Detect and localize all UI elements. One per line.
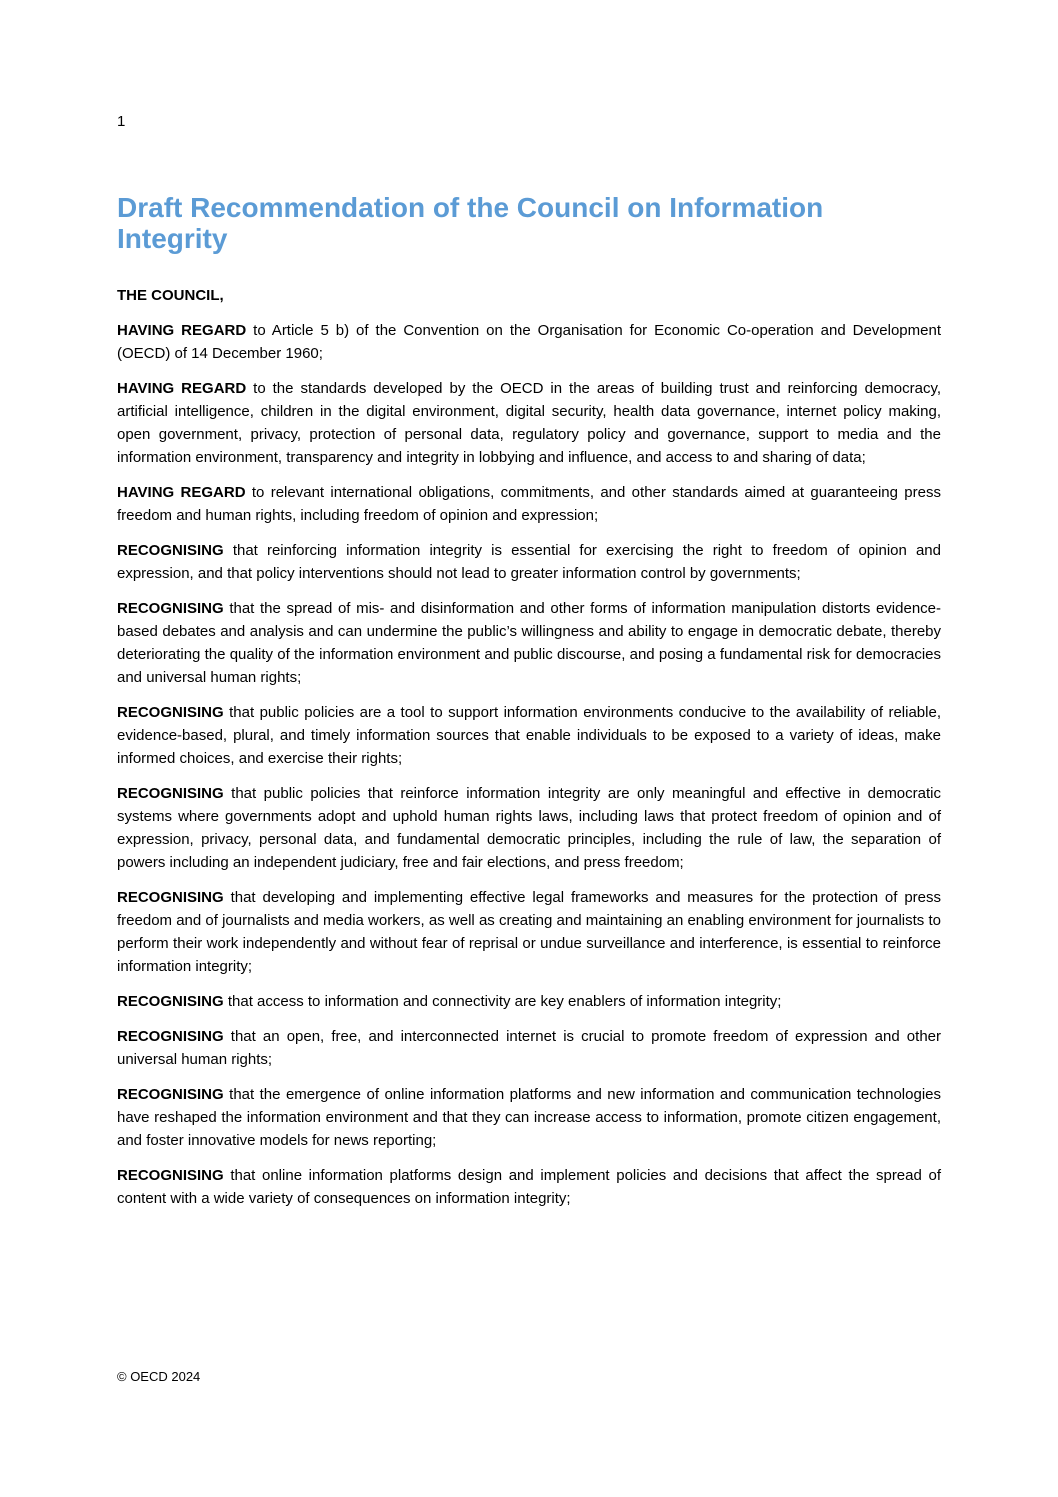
recital-lead: RECOGNISING [117, 993, 224, 1010]
copyright-footer: © OECD 2024 [117, 1369, 201, 1384]
recital-lead: HAVING REGARD [117, 322, 247, 339]
recital-lead: RECOGNISING [117, 1086, 224, 1103]
recital-paragraph [117, 1025, 941, 1071]
recital-paragraph [117, 377, 941, 469]
page-number: 1 [117, 113, 126, 130]
document-content [117, 112, 941, 1210]
recital-text: to Article 5 b) of the Convention on the Organisation for Economic Co-operation and Development (OECD) of 14 December 1960; [117, 322, 942, 362]
recital-text: that public policies are a tool to support information environments conducive to the availability of reliable, evidence-based, plural, and timely information sources that enable individuals to be exposed to a variety of ideas, make informed choices, and exercise their rights; [117, 704, 941, 767]
recital-lead: HAVING REGARD [117, 380, 247, 397]
document-title: Draft Recommendation of the Council on Information Integrity [117, 192, 824, 254]
recital-paragraph [117, 597, 941, 689]
recital-lead: RECOGNISING [117, 1028, 224, 1045]
recital-text: that reinforcing information integrity is essential for exercising the right to freedom of opinion and expression, and that policy interventions should not lead to greater information control by governments; [117, 542, 941, 582]
recital-lead: RECOGNISING [117, 600, 224, 617]
recital-lead: RECOGNISING [117, 704, 224, 721]
recitals-list [117, 319, 941, 1210]
recital-text: that public policies that reinforce information integrity are only meaningful and effective in democratic systems where governments adopt and uphold human rights laws, including laws that protect freedom of opinion and of expression, privacy, personal data, and fundamental democratic principles, including the rule of law, the separation of powers including an independent judiciary, free and fair elections, and press freedom; [117, 785, 941, 871]
recital-text: to relevant international obligations, commitments, and other standards aimed at guaranteeing press freedom and human rights, including freedom of opinion and expression; [117, 484, 941, 524]
recital-lead: RECOGNISING [117, 542, 224, 559]
recital-paragraph [117, 701, 941, 770]
salutation: THE COUNCIL, [117, 287, 224, 304]
recital-paragraph [117, 782, 941, 874]
recital-lead: RECOGNISING [117, 889, 224, 906]
recital-lead: RECOGNISING [117, 1167, 224, 1184]
recital-text: that online information platforms design and implement policies and decisions that affect the spread of content with a wide variety of consequences on information integrity; [117, 1167, 941, 1207]
recital-paragraph [117, 481, 941, 527]
recital-lead: RECOGNISING [117, 785, 224, 802]
recital-paragraph [117, 1164, 941, 1210]
recital-paragraph [117, 539, 941, 585]
recital-paragraph [117, 1083, 941, 1152]
recital-text: to the standards developed by the OECD in the areas of building trust and reinforcing democracy, artificial intelligence, children in the digital environment, digital security, health data governance, internet policy making, open government, privacy, protection of personal data, regulatory policy and governance, support to media and the information environment, transparency and integrity in lobbying and influence, and access to and sharing of data; [117, 380, 941, 466]
recital-text: that an open, free, and interconnected internet is crucial to promote freedom of expression and other universal human rights; [117, 1028, 941, 1068]
recital-paragraph [117, 990, 941, 1013]
recital-text: that the spread of mis- and disinformation and other forms of information manipulation distorts evidence-based debates and analysis and can undermine the public’s willingness and ability to engage in democratic debate, thereby deteriorating the quality of the information environment and public discourse, and posing a fundamental risk for democracies and universal human rights; [117, 600, 941, 686]
recital-lead: HAVING REGARD [117, 484, 246, 501]
recital-text: that access to information and connectivity are key enablers of information integrity; [223, 993, 782, 1010]
recital-paragraph [117, 319, 941, 365]
recital-text: that the emergence of online information platforms and new information and communication technologies have reshaped the information environment and that they can increase access to information, promote citizen engagement, and foster innovative models for news reporting; [117, 1086, 941, 1149]
recital-text: that developing and implementing effective legal frameworks and measures for the protection of press freedom and of journalists and media workers, as well as creating and maintaining an enabling environment for journalists to perform their work independently and without fear of reprisal or undue surveillance and interference, is essential to reinforce information integrity; [117, 889, 941, 975]
recital-paragraph [117, 886, 941, 978]
